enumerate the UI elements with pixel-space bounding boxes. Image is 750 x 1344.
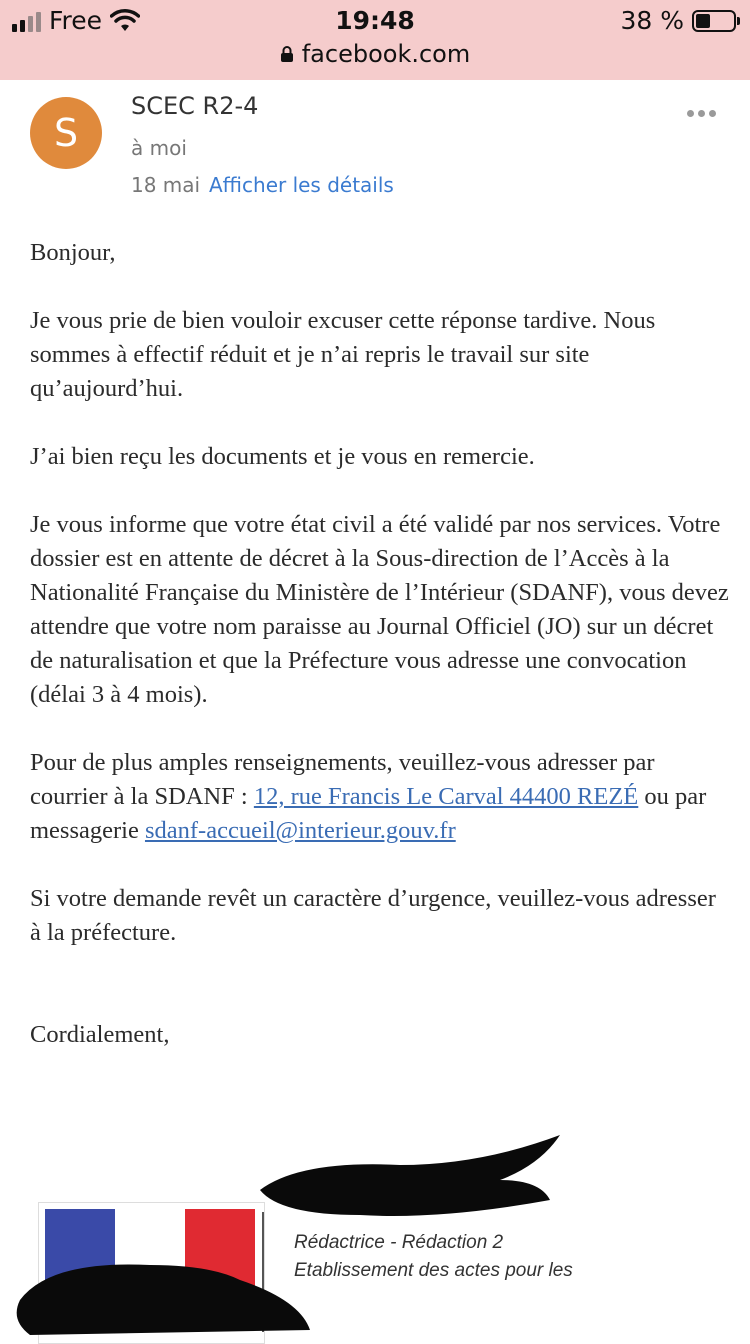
signature-role: Rédactrice - Rédaction 2 (294, 1232, 504, 1253)
recipient: à moi (131, 136, 187, 160)
battery-icon (692, 10, 736, 32)
greeting: Bonjour, (30, 239, 116, 266)
redaction-mark (10, 1240, 340, 1340)
signature-org: Etablissement des actes pour les (294, 1260, 573, 1281)
email-header (0, 80, 750, 220)
paragraph-apology: Je vous prie de bien vouloir excuser cette réponse tardive. Nous sommes à effectif réduit et je n’ai repris le travail sur site qu’aujourd’hui. (30, 307, 656, 402)
address-link[interactable]: 12, rue Francis Le Carval 44400 REZÉ (253, 783, 639, 810)
battery-percent: 38 % (620, 6, 684, 35)
redaction-mark (240, 1120, 570, 1230)
status-bar (0, 0, 750, 80)
contact-text-2: ou par messagerie (30, 783, 707, 844)
sender-name: SCEC R2-4 (131, 92, 259, 120)
avatar: S (30, 97, 102, 169)
clock: 19:48 (335, 6, 415, 35)
lock-icon (280, 45, 294, 63)
closing: Cordialement, (30, 1021, 170, 1048)
signature-block (30, 1190, 750, 1334)
email-body (30, 236, 730, 1086)
carrier-name: Free (49, 6, 103, 35)
address-bar[interactable] (0, 40, 750, 68)
url-text: facebook.com (301, 40, 471, 68)
paragraph-status: Je vous informe que votre état civil a été validé par nos services. Votre dossier est en attente de décret à la Sous-direction de l’Accès à la Nationalité Française du Ministère de l’Intérieur (SDANF), vous devez attendre que votre nom paraisse au Journal Officiel (JO) sur un décret de naturalisation et que la Préfecture vous adresse une convocation (délai 3 à 4 mois). (30, 511, 729, 708)
contact-text-1: Pour de plus amples renseignements, veuillez-vous adresser par courrier à la SDANF : (30, 749, 655, 810)
email-date: 18 mai (131, 173, 201, 197)
battery-group (620, 6, 736, 35)
paragraph-urgency: Si votre demande revêt un caractère d’urgence, veuillez-vous adresser à la préfecture. (30, 885, 716, 946)
email-link[interactable]: sdanf-accueil@interieur.gouv.fr (144, 817, 456, 844)
paragraph-contact (30, 746, 730, 848)
more-options-icon[interactable] (687, 110, 716, 117)
show-details-link[interactable]: Afficher les détails (209, 173, 394, 197)
paragraph-documents: J’ai bien reçu les documents et je vous en remercie. (30, 443, 535, 470)
